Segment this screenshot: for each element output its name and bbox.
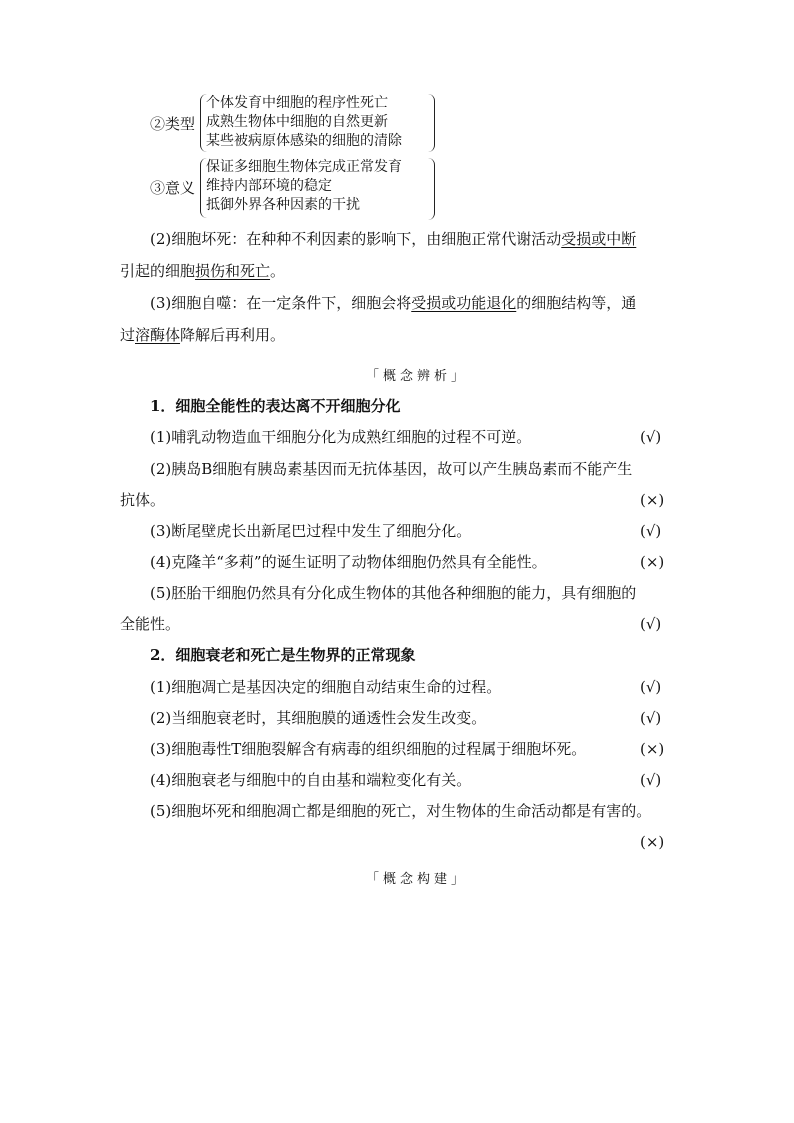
group2-item-3-mark: (×) xyxy=(640,740,665,758)
group2-item-3: (3)细胞毒性T细胞裂解含有病毒的组织细胞的过程属于细胞坏死。 xyxy=(150,740,587,758)
necrosis-line2-post: 。 xyxy=(270,262,286,280)
necrosis-line-2 xyxy=(120,261,285,281)
section-title-concept-analysis: 「概念辨析」 xyxy=(366,369,469,384)
group1-item-5: (5)胚胎干细胞仍然具有分化成生物体的其他各种细胞的能力，具有细胞的 xyxy=(150,584,637,602)
group2-item-5-mark: (×) xyxy=(640,833,665,851)
types-right-brace xyxy=(428,94,435,152)
types-item: 个体发育中细胞的程序性死亡 xyxy=(206,95,388,111)
section-title-concept-construction: 「概念构建」 xyxy=(366,872,469,887)
group2-item-4: (4)细胞衰老与细胞中的自由基和端粒变化有关。 xyxy=(150,771,472,789)
group2-item-2: (2)当细胞衰老时，其细胞膜的通透性会发生改变。 xyxy=(150,709,487,727)
autophagy-line-2 xyxy=(120,325,285,345)
group1-item-3-mark: (√) xyxy=(640,522,662,540)
group1-item-5-mark: (√) xyxy=(640,615,662,633)
autophagy-underline-2: 溶酶体 xyxy=(135,326,181,344)
meaning-right-brace xyxy=(428,158,435,220)
autophagy-line-1 xyxy=(150,293,636,313)
group1-item-1-mark: (√) xyxy=(640,428,662,446)
group1-item-4-mark: (×) xyxy=(640,553,665,571)
necrosis-line-1 xyxy=(150,229,636,249)
group1-item-2-mark: (×) xyxy=(640,491,665,509)
meaning-item: 抵御外界各种因素的干扰 xyxy=(206,197,360,213)
group2-item-1-mark: (√) xyxy=(640,678,662,696)
autophagy-line2-pre: 过 xyxy=(120,326,136,344)
meaning-item: 维持内部环境的稳定 xyxy=(206,178,332,194)
necrosis-prefix: (2)细胞坏死：在种种不利因素的影响下，由细胞正常代谢活动 xyxy=(150,230,562,248)
meaning-label: ③意义 xyxy=(150,179,196,197)
types-label: ②类型 xyxy=(150,115,196,133)
group1-item-3: (3)断尾壁虎长出新尾巴过程中发生了细胞分化。 xyxy=(150,522,472,540)
group1-item-4: (4)克隆羊“多莉”的诞生证明了动物体细胞仍然具有全能性。 xyxy=(150,553,547,571)
autophagy-underline-1: 受损或功能退化 xyxy=(411,294,517,312)
group2-title: 2．细胞衰老和死亡是生物界的正常现象 xyxy=(150,646,416,664)
group1-item-2: (2)胰岛B细胞有胰岛素基因而无抗体基因，故可以产生胰岛素而不能产生 xyxy=(150,460,633,478)
group1-item-2-cont: 抗体。 xyxy=(120,491,166,509)
group2-item-1: (1)细胞凋亡是基因决定的细胞自动结束生命的过程。 xyxy=(150,678,502,696)
group1-item-5-cont: 全能性。 xyxy=(120,615,181,633)
necrosis-underline-1: 受损或中断 xyxy=(561,230,637,248)
meaning-list xyxy=(206,158,402,215)
group2-item-2-mark: (√) xyxy=(640,709,662,727)
necrosis-underline-2: 损伤和死亡 xyxy=(195,262,271,280)
group1-title: 1．细胞全能性的表达离不开细胞分化 xyxy=(150,397,401,415)
types-item: 成熟生物体中细胞的自然更新 xyxy=(206,114,388,130)
group2-item-4-mark: (√) xyxy=(640,771,662,789)
autophagy-prefix: (3)细胞自噬：在一定条件下，细胞会将 xyxy=(150,294,412,312)
meaning-item: 保证多细胞生物体完成正常发育 xyxy=(206,159,402,175)
group2-item-5: (5)细胞坏死和细胞凋亡都是细胞的死亡，对生物体的生命活动都是有害的。 xyxy=(150,802,652,820)
types-item: 某些被病原体感染的细胞的清除 xyxy=(206,133,402,149)
autophagy-line2-post: 降解后再利用。 xyxy=(180,326,286,344)
autophagy-mid: 的细胞结构等，通 xyxy=(516,294,637,312)
necrosis-line2-pre: 引起的细胞 xyxy=(120,262,196,280)
types-list xyxy=(206,94,402,151)
group1-item-1: (1)哺乳动物造血干细胞分化为成熟红细胞的过程不可逆。 xyxy=(150,428,532,446)
